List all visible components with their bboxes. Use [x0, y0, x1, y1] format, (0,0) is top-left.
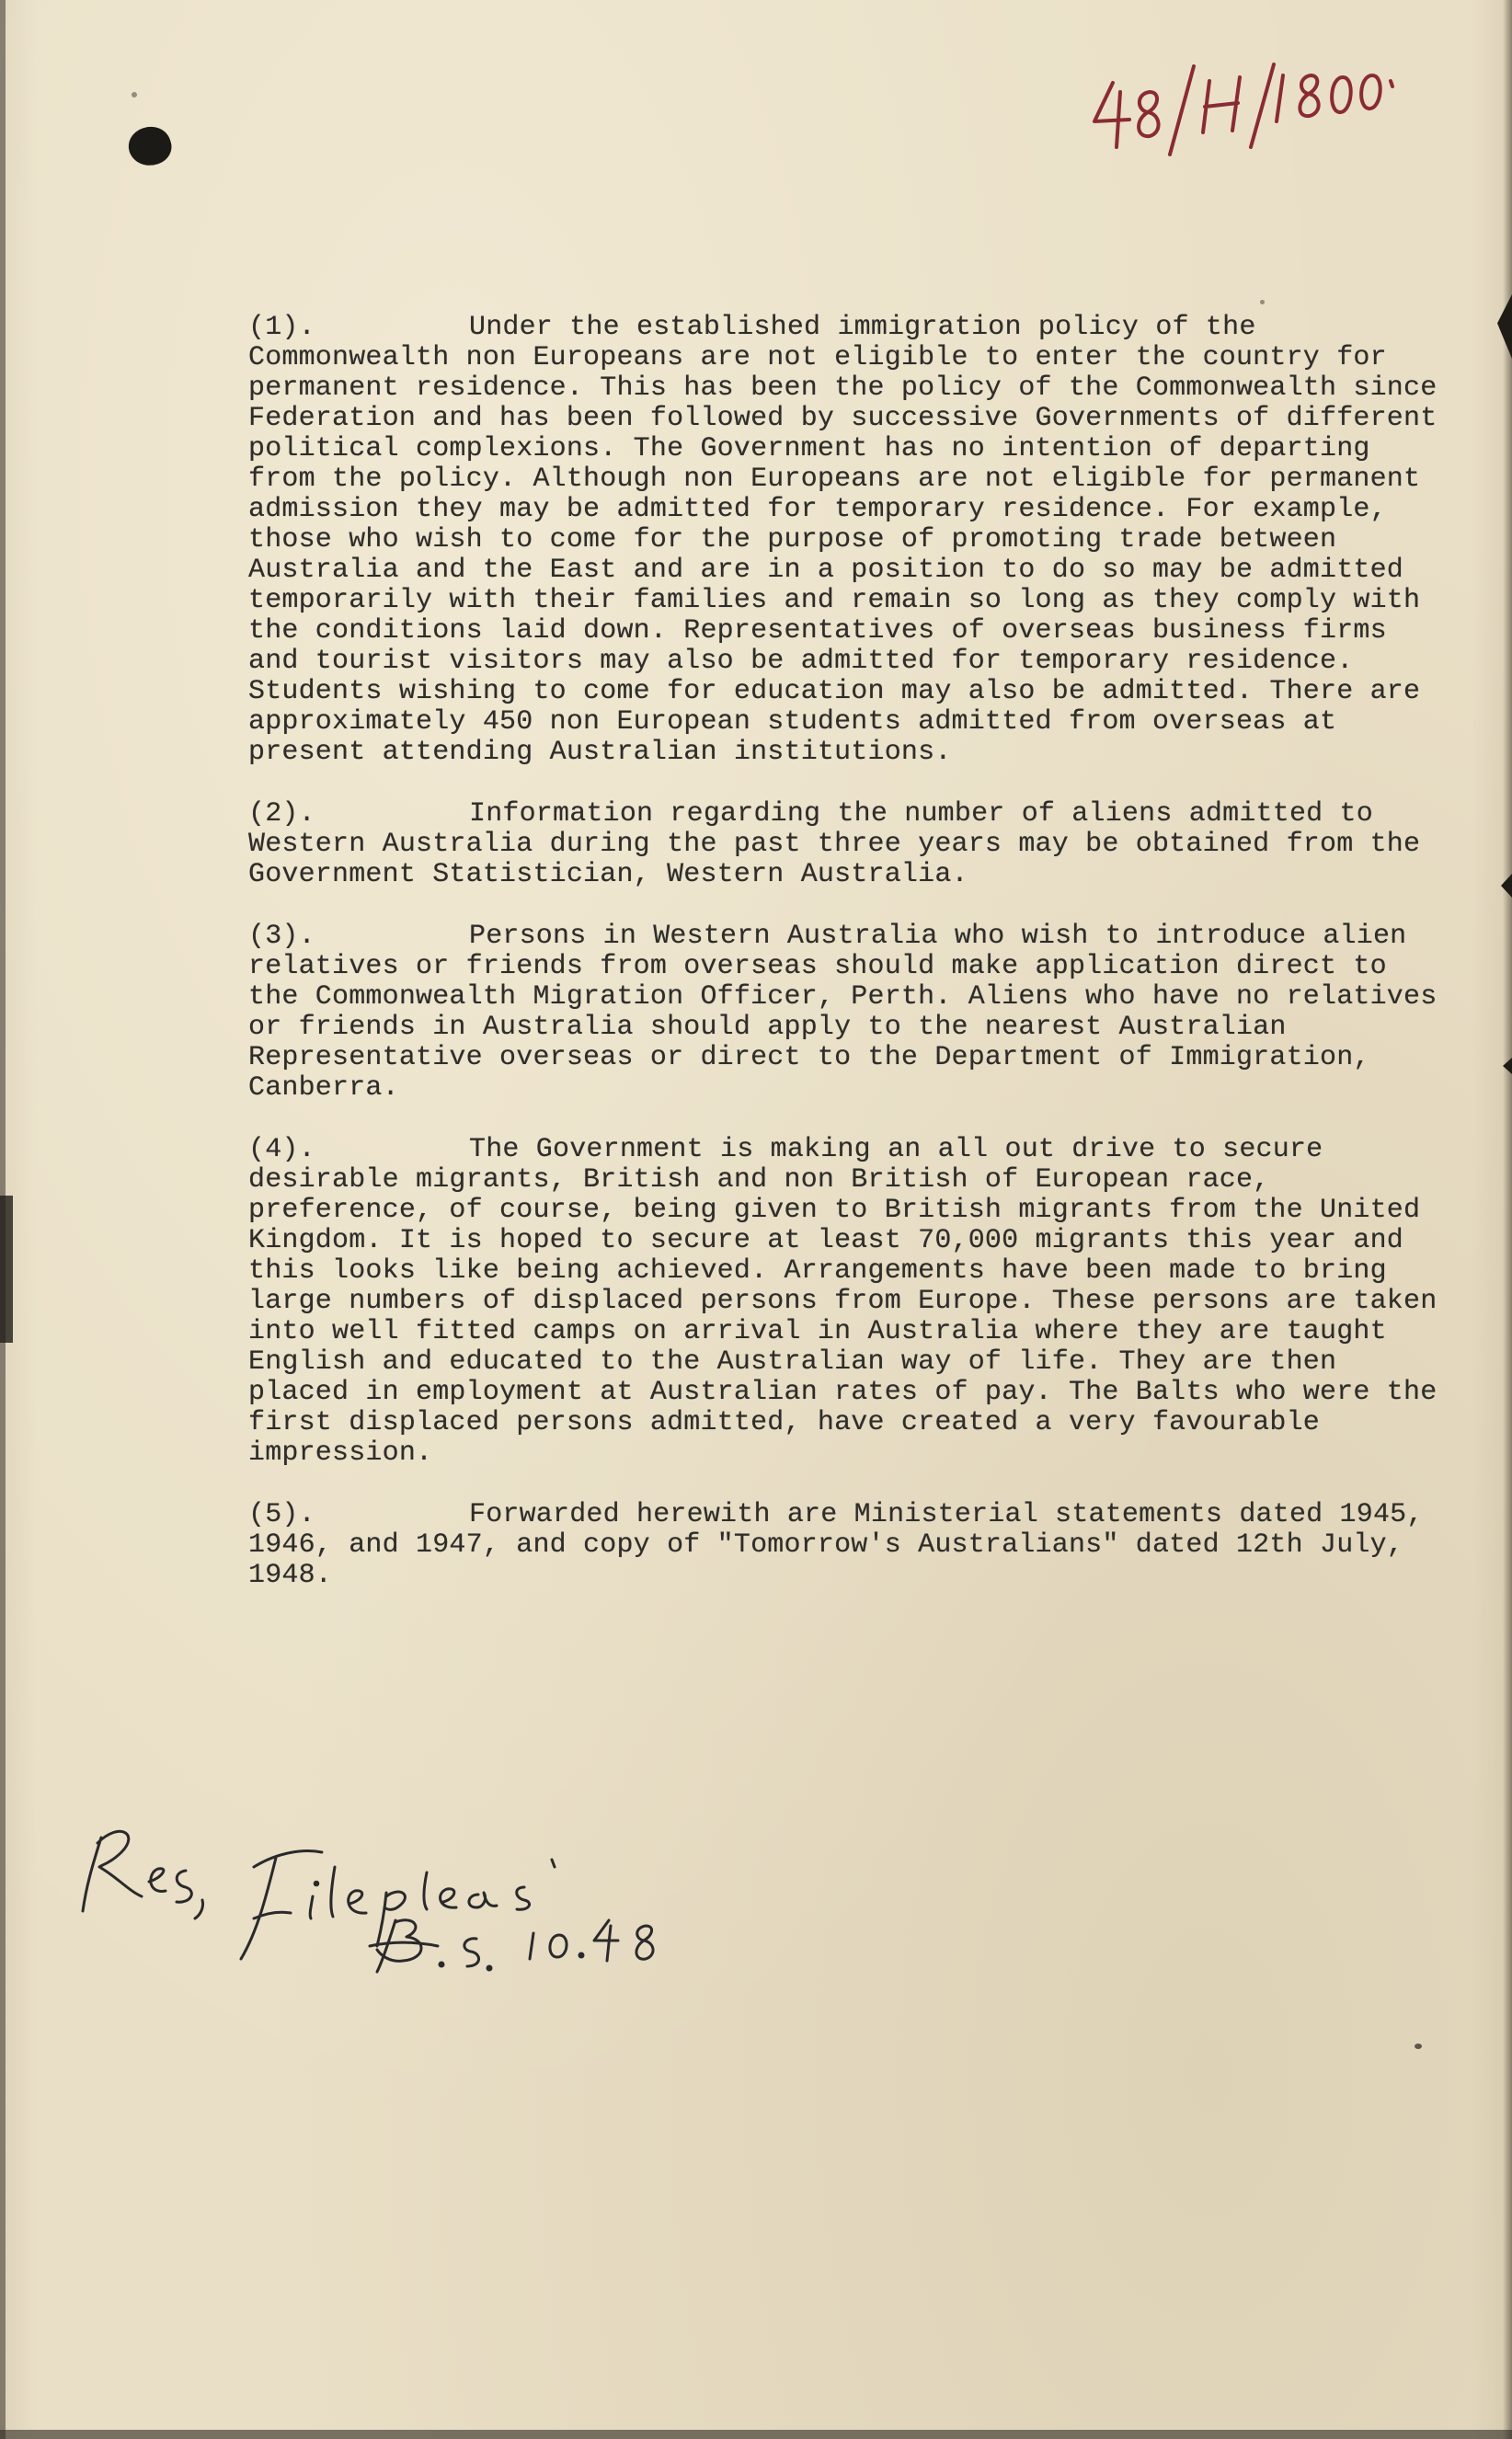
paragraph-text: Under the established immigration policy of the Commonwealth non Europeans are not eligible to enter the country for permanent residence. This has been the policy of the Commonwealth since Federation and has been followed by successive Governments of different political complexions. The Government has no intention of departing from the policy. Although non Europeans are not eligible for permanent admission they may be admitted for temporary residence. For example, those who wish to come for the purpose of promoting trade between Australia and the East and are in a position to do so may be admitted temporarily with their families and remain so long as they comply with the conditions laid down. Representatives of overseas business firms and tourist visitors may also be admitted for temporary residence. Students wishing to come for education may also be admitted. There are approximately 450 non European students admitted from overseas at present attending Australian institutions. — [248, 312, 1438, 768]
handwritten-annotation — [74, 1812, 773, 1977]
paragraph-text: Information regarding the number of aliens admitted to Western Australia during the past three years may be obtained from the Government Statistician, Western Australia. — [248, 798, 1421, 890]
paragraph-number: (2). — [248, 798, 315, 830]
paragraph-4 — [248, 1135, 1444, 1469]
annotation-handwriting — [74, 1812, 773, 1977]
paragraph-number: (5). — [248, 1499, 315, 1530]
edge-tear-mark — [0, 1196, 13, 1343]
paragraph-number: (4). — [248, 1134, 315, 1165]
page-right-edge — [1503, 0, 1512, 2439]
paragraph-text: The Government is making an all out drive to secure desirable migrants, British and non British of European race, preference, of course, being given to British migrants from the United Kingdom. It is hoped to secure at least 70,000 migrants this year and this looks like being achieved. Arrangements have been made to bring large numbers of displaced persons from Europe. These persons are taken into well fitted camps on arrival in Australia where they are taught English and educated to the Australian way of life. They are then placed in employment at Australian rates of pay. The Balts who were the first displaced persons admitted, have created a very favourable impression. — [248, 1134, 1438, 1469]
paragraph-2 — [248, 799, 1444, 890]
paper-speck — [1415, 2044, 1422, 2049]
page-bottom-edge — [0, 2430, 1512, 2439]
paragraph-number: (3). — [248, 921, 315, 952]
punch-hole — [124, 121, 177, 171]
paragraph-text: Persons in Western Australia who wish to introduce alien relatives or friends from overseas should make application direct to the Commonwealth Migration Officer, Perth. Aliens who have no relatives or friends in Australia should apply to the nearest Australian Representative overseas or direct to the Department of Immigration, Canberra. — [248, 921, 1438, 1104]
paragraph-text: Forwarded herewith are Ministerial statements dated 1945, 1946, and 1947, and copy of "Tomorrow's Australians" dated 12th July, 1948. — [248, 1499, 1424, 1591]
paper-speck — [1260, 300, 1265, 304]
paragraph-number: (1). — [248, 312, 315, 343]
document-body — [248, 313, 1444, 1622]
paragraph-5 — [248, 1500, 1444, 1591]
paragraph-3 — [248, 922, 1444, 1104]
paper-speck — [132, 92, 137, 97]
file-reference-handwriting — [1085, 55, 1398, 156]
paragraph-1 — [248, 313, 1444, 768]
file-reference-number — [1085, 55, 1398, 156]
